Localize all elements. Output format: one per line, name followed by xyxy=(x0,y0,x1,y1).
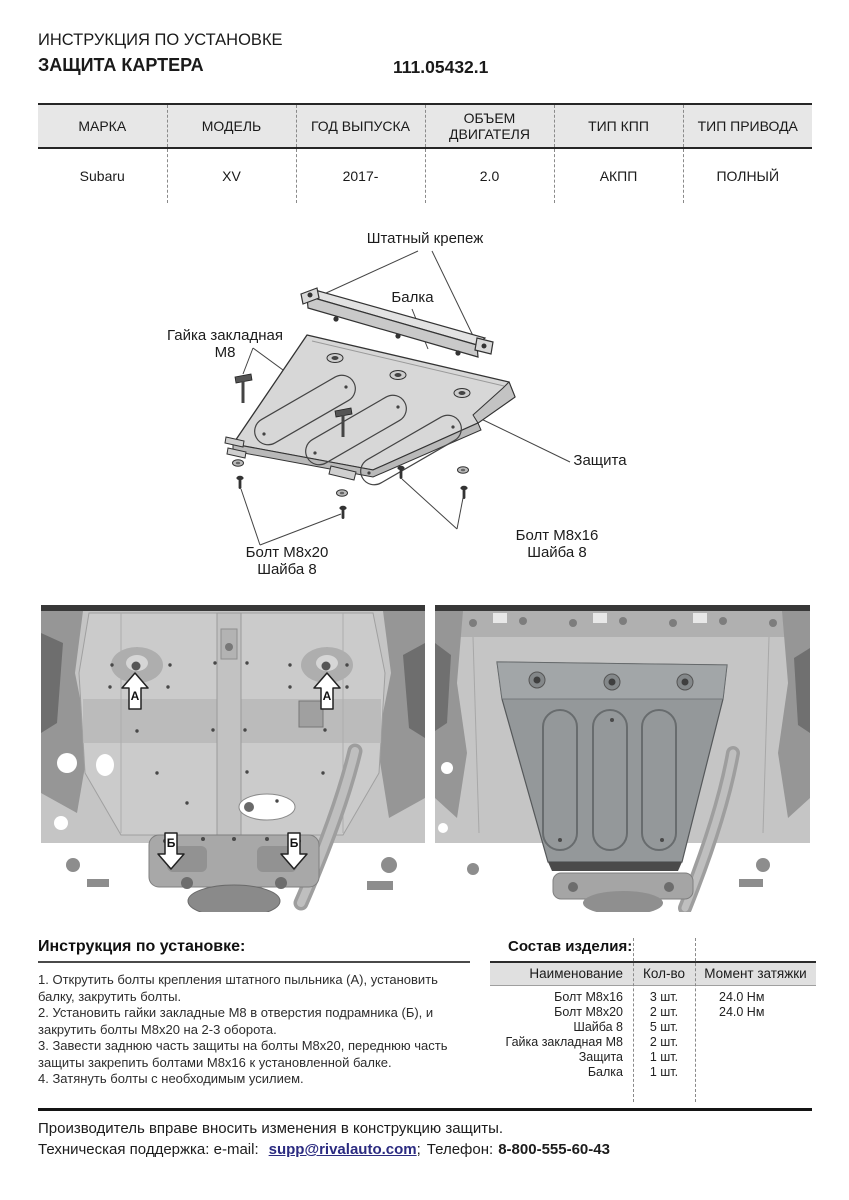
parts-title: Состав изделия: xyxy=(508,938,633,955)
label-rivet-nut: Гайка закладная М8 xyxy=(167,327,283,361)
support-email-link[interactable]: supp@rivalauto.com xyxy=(268,1141,417,1158)
parts-row xyxy=(490,1005,816,1020)
parts-column-divider xyxy=(633,938,634,1102)
phone-number: 8-800-555-60-43 xyxy=(498,1141,610,1158)
photo-underbody-after xyxy=(433,603,812,912)
doc-type: ИНСТРУКЦИЯ ПО УСТАНОВКЕ xyxy=(38,31,283,49)
model-value: XV xyxy=(167,148,296,203)
col-gearbox: ТИП КПП xyxy=(554,104,683,148)
install-step: 2. Установить гайки закладные М8 в отверстия подрамника (Б), и закрутить болты М8х20 на 2-3 оборота. xyxy=(38,1005,434,1037)
install-steps xyxy=(38,972,470,1088)
page-title: ЗАЩИТА КАРТЕРА xyxy=(38,55,204,75)
part-qty: 1 шт. xyxy=(649,1050,679,1064)
marker-a-label: А xyxy=(130,689,140,703)
label-plate: Защита xyxy=(573,452,627,469)
marker-b-label: Б xyxy=(166,836,176,850)
part-name: Шайба 8 xyxy=(573,1020,623,1034)
install-step: 1. Открутить болты крепления штатного пыльника (А), установить балку, закрутить болты. xyxy=(38,972,438,1004)
brand-value: Subaru xyxy=(38,148,167,203)
col-drive: ТИП ПРИВОДА xyxy=(683,104,812,148)
part-torque: 24.0 Нм xyxy=(719,990,765,1004)
parts-table-rows xyxy=(490,990,816,1080)
label-factory-mount: Штатный крепеж xyxy=(366,230,484,247)
part-qty: 3 шт. xyxy=(649,990,679,1004)
part-name: Гайка закладная М8 xyxy=(505,1035,623,1049)
part-torque xyxy=(695,1035,816,1050)
disclaimer: Производитель вправе вносить изменения в конструкцию защиты. xyxy=(38,1120,504,1137)
parts-col-qty: Кол-во xyxy=(643,966,685,981)
parts-table-header xyxy=(490,961,816,986)
part-name: Балка xyxy=(587,1065,623,1079)
part-torque xyxy=(695,1050,816,1065)
drive-value: ПОЛНЫЙ xyxy=(716,168,780,184)
marker-a-label: А xyxy=(322,689,332,703)
part-torque xyxy=(695,1065,816,1080)
parts-row xyxy=(490,1065,816,1080)
part-qty: 2 шт. xyxy=(649,1035,679,1049)
parts-row xyxy=(490,990,816,1005)
year-value: 2017- xyxy=(296,148,425,203)
install-title-rule xyxy=(38,961,470,963)
vehicle-table-row xyxy=(38,148,812,203)
parts-row xyxy=(490,1020,816,1035)
col-model: МОДЕЛЬ xyxy=(167,104,296,148)
bolt-m8x16-text: Болт М8х16 xyxy=(515,527,599,544)
support-label: Техническая поддержка: e-mail: xyxy=(38,1141,259,1158)
parts-section xyxy=(490,938,816,1102)
install-title: Инструкция по установке: xyxy=(38,938,246,955)
bolt-m8x20-text: Болт М8х20 xyxy=(245,544,329,561)
parts-row xyxy=(490,1050,816,1065)
vehicle-table-header-row xyxy=(38,104,812,148)
label-bolt-m8x16 xyxy=(497,528,617,561)
install-step: 3. Завести заднюю часть защиты на болты М8х20, переднюю часть защиты закрепить болтами М8х16 к установленной балке. xyxy=(38,1038,448,1070)
separator: ; xyxy=(416,1141,421,1158)
marker-b-label: Б xyxy=(289,836,299,850)
support-line xyxy=(38,1141,812,1158)
label-bolt-m8x20 xyxy=(227,545,347,578)
col-brand: МАРКА xyxy=(38,104,167,148)
phone-label: Телефон: xyxy=(426,1141,494,1158)
part-qty: 1 шт. xyxy=(649,1065,679,1079)
col-engine: ОБЪЕМ ДВИГАТЕЛЯ xyxy=(425,104,554,148)
part-name: Болт М8х20 xyxy=(554,1005,623,1019)
parts-col-name: Наименование xyxy=(529,966,623,981)
install-step: 4. Затянуть болты с необходимым усилием. xyxy=(38,1071,304,1086)
vehicle-table xyxy=(38,103,812,203)
col-year: ГОД ВЫПУСКА xyxy=(296,104,425,148)
footer-rule xyxy=(38,1108,812,1111)
parts-column-divider xyxy=(695,938,696,1102)
parts-col-torque: Момент затяжки xyxy=(704,966,807,981)
underbody-after-image xyxy=(433,603,812,912)
gearbox-value: АКПП xyxy=(554,148,683,203)
install-section xyxy=(38,938,470,1088)
exploded-diagram xyxy=(60,225,800,597)
footer xyxy=(38,1108,812,1158)
part-number: 111.05432.1 xyxy=(393,57,489,77)
part-torque: 24.0 Нм xyxy=(719,1005,765,1019)
part-torque xyxy=(695,1020,816,1035)
exploded-diagram-drawing xyxy=(60,225,800,597)
engine-value: 2.0 xyxy=(425,148,554,203)
washer-8-text: Шайба 8 xyxy=(527,543,587,561)
washer-8-text: Шайба 8 xyxy=(257,560,317,578)
underbody-before-image xyxy=(37,603,429,912)
photo-underbody-before xyxy=(37,603,429,912)
part-qty: 2 шт. xyxy=(649,1005,679,1019)
parts-row xyxy=(490,1035,816,1050)
part-name: Болт М8х16 xyxy=(554,990,623,1004)
part-qty: 5 шт. xyxy=(649,1020,679,1034)
label-beam: Балка xyxy=(391,289,434,306)
part-name: Защита xyxy=(578,1050,623,1064)
